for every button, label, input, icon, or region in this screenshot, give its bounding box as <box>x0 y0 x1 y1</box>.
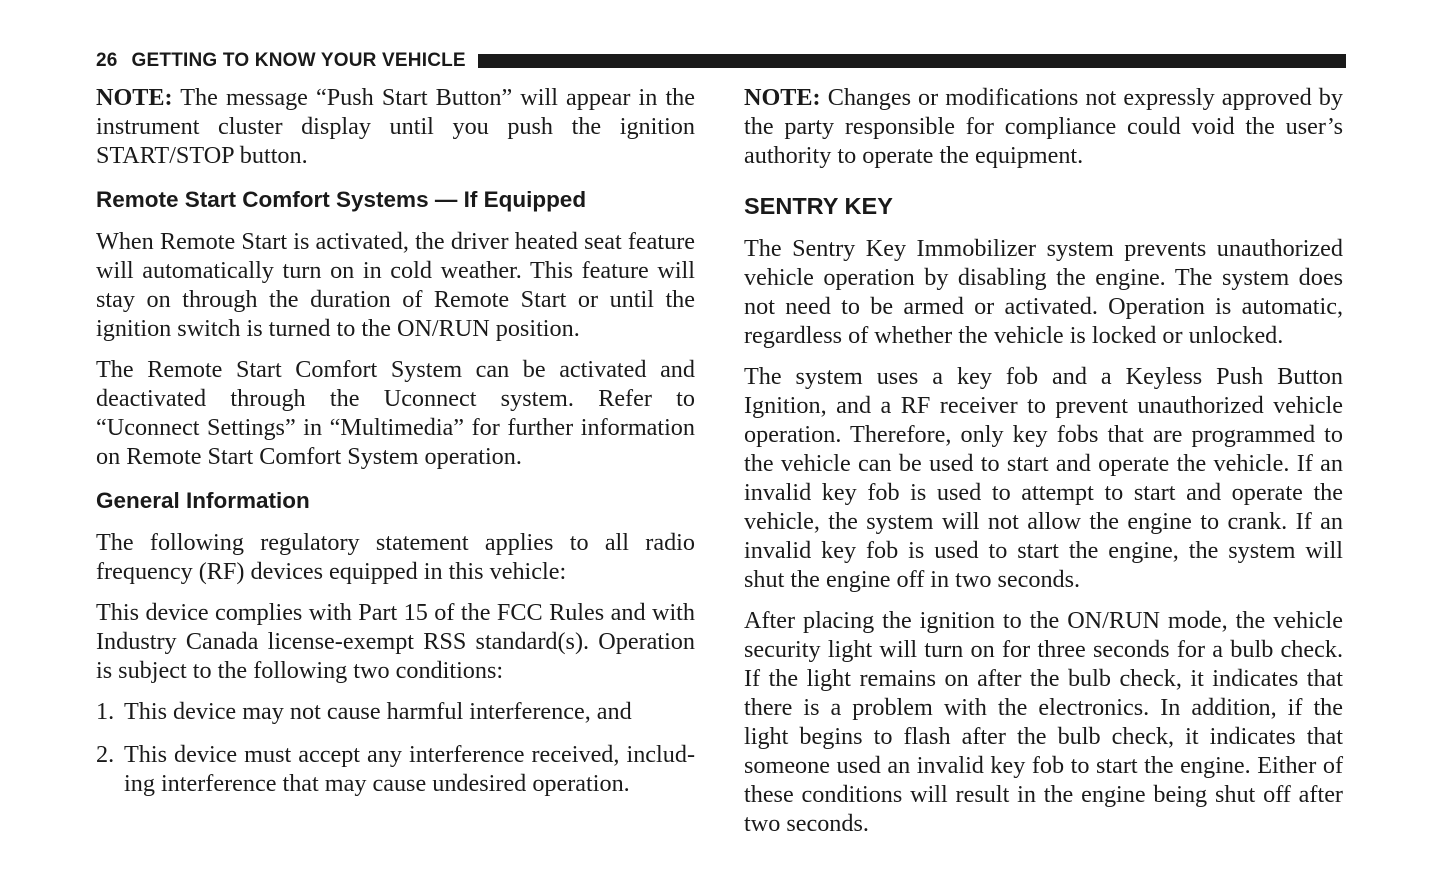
heading-sentry-key: SENTRY KEY <box>744 193 893 219</box>
paragraph-comfort-system-uconnect: The Remote Start Comfort System can be activated and deactivated through the Uconnect system. Refer to “Uconnect Settings” in “Multimedia” for further information on Remote Start Comfort System operation. <box>96 356 695 470</box>
note-push-start <box>96 83 695 170</box>
note-text: Changes or modifications not expressly approved by the party responsible for compliance could void the user’s authority to operate the equipment. <box>744 84 1343 169</box>
header-rule <box>478 54 1346 68</box>
list-item-number: 2. <box>96 741 115 768</box>
list-item-text: This device may not cause harmful interference, and <box>124 698 632 725</box>
list-item-number: 1. <box>96 698 115 725</box>
list-item <box>96 697 695 726</box>
paragraph-security-light: After placing the ignition to the ON/RUN mode, the vehicle security light will turn on for three seconds for a bulb check. If the light remains on after the bulb check, it indicates that there is a problem with the electronics. In addition, if the light begins to flash after the bulb check, it indicates that someone used an invalid key fob to start the engine. Either of these conditions will result in the engine being shut off after two seconds. <box>744 607 1343 837</box>
left-column <box>96 83 695 812</box>
note-modifications <box>744 83 1343 170</box>
paragraph-key-fob-operation: The system uses a key fob and a Keyless Push Button Ignition, and a RF receiver to prevent unauthorized vehicle operation. Therefore, only key fobs that are programmed to the vehicle can be used to start and operate the vehicle. If an invalid key fob is used to attempt to start and operate the vehicle, the system will not allow the engine to crank. If an invalid key fob is used to start the engine, the system will shut the engine off in two seconds. <box>744 363 1343 593</box>
heading-general-information: General Information <box>96 488 310 513</box>
header-text <box>96 50 466 72</box>
page-number: 26 <box>96 50 118 71</box>
paragraph-fcc-compliance: This device complies with Part 15 of the FCC Rules and with Industry Canada license-exempt RSS standard(s). Operation is subject to the following two conditions: <box>96 599 695 684</box>
note-text: The message “Push Start Button” will appear in the instrument cluster display until you push the ignition START/STOP button. <box>96 84 695 169</box>
section-title: GETTING TO KNOW YOUR VEHICLE <box>131 50 466 71</box>
paragraph-immobilizer-overview: The Sentry Key Immobilizer system prevents unauthorized vehicle operation by disabling the engine. The system does not need to be armed or activated. Operation is automatic, regardless of whether the vehicle is locked or unlocked. <box>744 235 1343 349</box>
paragraph-remote-start-heated-seat: When Remote Start is activated, the driver heated seat feature will automatically turn on in cold weather. This feature will stay on through the duration of Remote Start or until the ignition switch is turned to the ON/RUN position. <box>96 228 695 342</box>
conditions-list <box>96 697 695 798</box>
right-column <box>744 83 1343 850</box>
page-header <box>96 48 1346 74</box>
heading-remote-start-comfort: Remote Start Comfort Systems — If Equipped <box>96 187 587 212</box>
list-item-text: This device must accept any interference received, including interference that may cause undesired operation. <box>124 741 695 797</box>
list-item <box>96 740 695 798</box>
note-label: NOTE: <box>744 84 821 111</box>
paragraph-regulatory-statement: The following regulatory statement applies to all radio frequency (RF) devices equipped in this vehicle: <box>96 529 695 585</box>
note-label: NOTE: <box>96 84 173 111</box>
